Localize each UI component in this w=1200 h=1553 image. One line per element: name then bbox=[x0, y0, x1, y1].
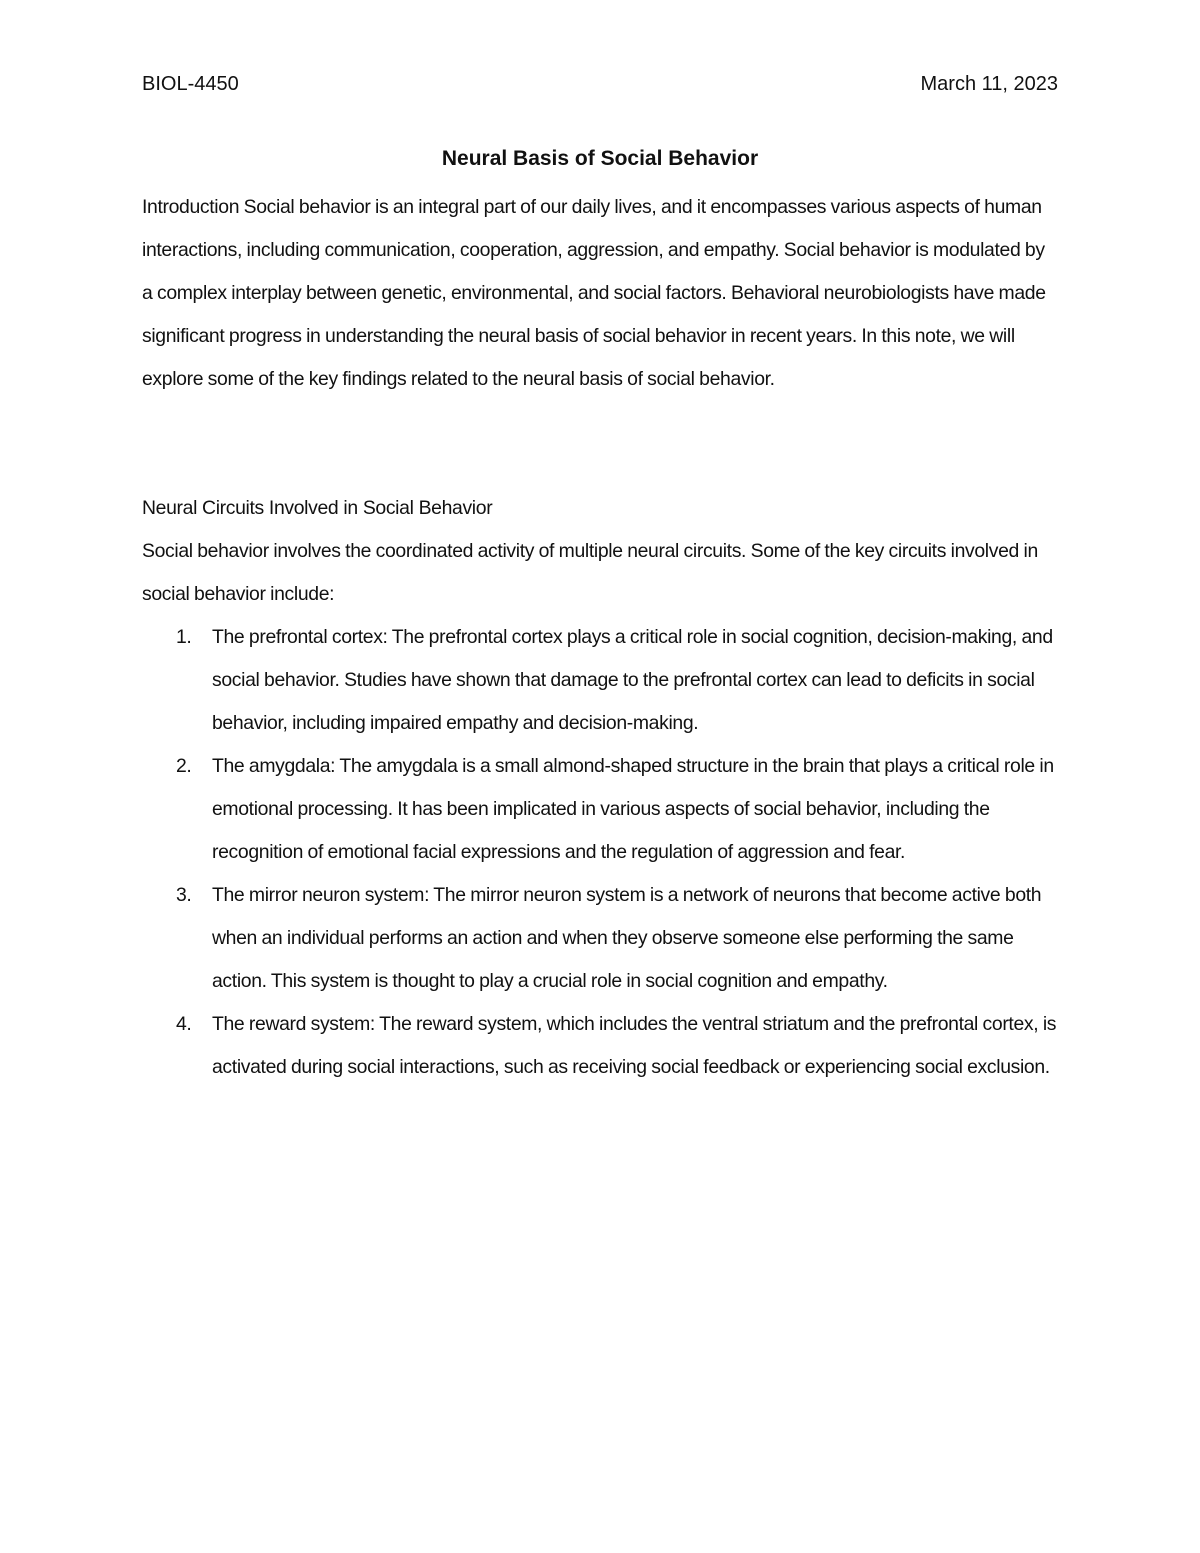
page-title: Neural Basis of Social Behavior bbox=[441, 147, 759, 170]
list-item-number: 1. bbox=[176, 626, 192, 648]
list-item bbox=[142, 874, 1058, 1003]
list-item-text: The prefrontal cortex: The prefrontal cortex plays a critical role in social cognition, decision-making, and social behavior. Studies have shown that damage to the prefrontal cortex can lead to deficits in social behavior, including impaired empathy and decision-making. bbox=[212, 626, 1053, 734]
introduction-paragraph: Introduction Social behavior is an integral part of our daily lives, and it encompasses various aspects of human interactions, including communication, cooperation, aggression, and empathy. Social behavior is modulated by a complex interplay between genetic, environmental, and social factors. Behavioral neurobiologists have made significant progress in understanding the neural basis of social behavior in recent years. In this note, we will explore some of the key findings related to the neural basis of social behavior. bbox=[142, 196, 1046, 390]
list-item-text: The mirror neuron system: The mirror neuron system is a network of neurons that become active both when an individual performs an action and when they observe someone else performing the same action. This system is thought to play a crucial role in social cognition and empathy. bbox=[212, 884, 1042, 992]
list-item bbox=[142, 616, 1058, 745]
list-item-number: 4. bbox=[176, 1013, 192, 1035]
neural-circuits-list bbox=[142, 616, 1058, 1089]
document-date: March 11, 2023 bbox=[920, 73, 1058, 95]
list-item-text: The reward system: The reward system, which includes the ventral striatum and the prefrontal cortex, is activated during social interactions, such as receiving social feedback or experiencing social exclusion. bbox=[212, 1013, 1057, 1078]
section-heading: Neural Circuits Involved in Social Behavior bbox=[142, 497, 493, 519]
course-code: BIOL-4450 bbox=[142, 73, 239, 95]
section-intro-paragraph: Social behavior involves the coordinated activity of multiple neural circuits. Some of the key circuits involved in social behavior include: bbox=[142, 540, 1038, 605]
list-item bbox=[142, 745, 1058, 874]
list-item-number: 3. bbox=[176, 884, 192, 906]
list-item-number: 2. bbox=[176, 755, 192, 777]
list-item bbox=[142, 1003, 1058, 1089]
list-item-text: The amygdala: The amygdala is a small almond-shaped structure in the brain that plays a critical role in emotional processing. It has been implicated in various aspects of social behavior, including the recognition of emotional facial expressions and the regulation of aggression and fear. bbox=[212, 755, 1054, 863]
